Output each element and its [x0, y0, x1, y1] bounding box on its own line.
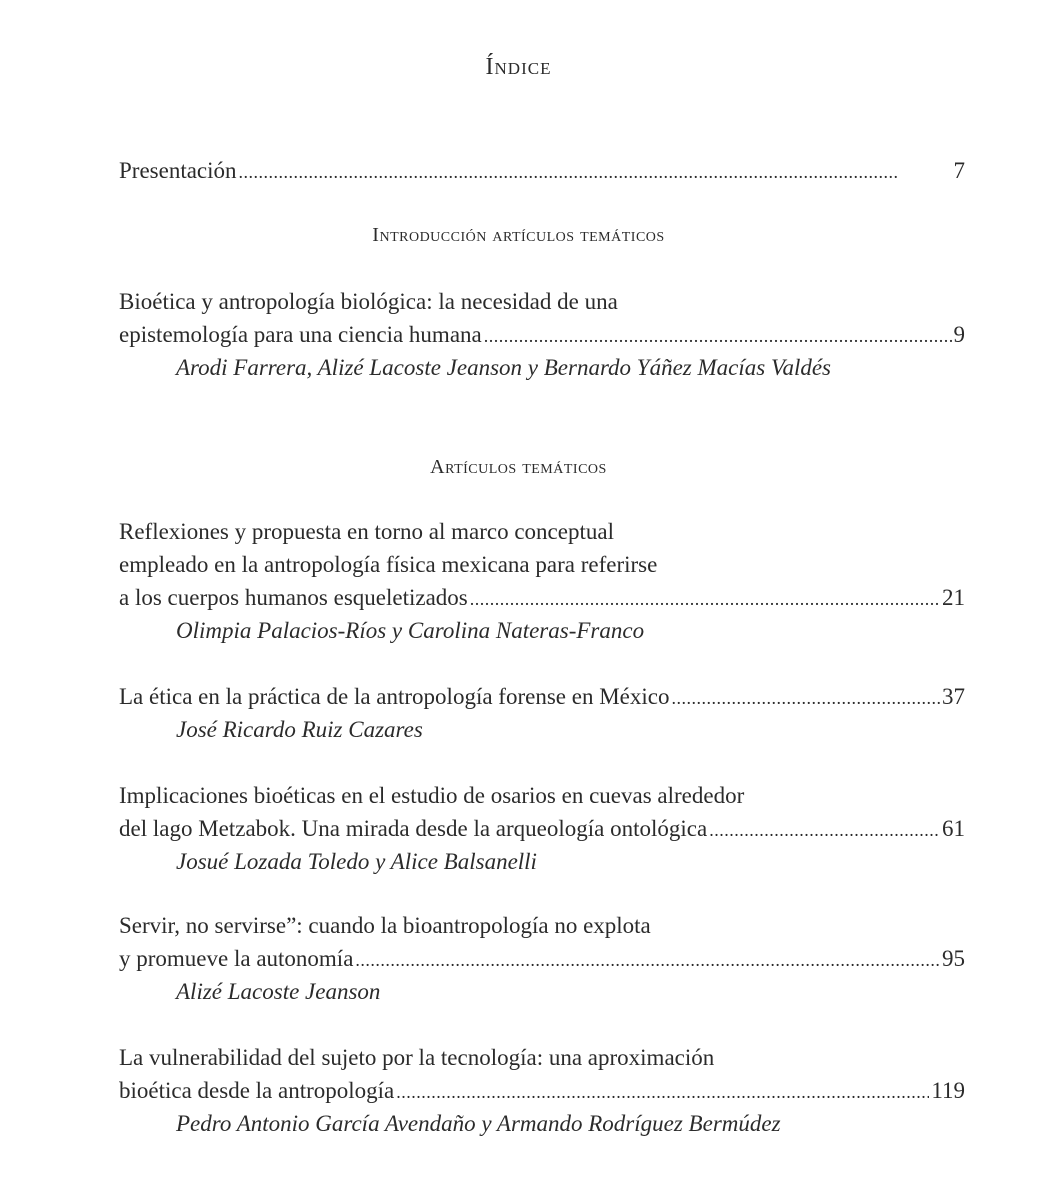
leader-dots: [671, 680, 940, 715]
page-number: 95: [942, 946, 965, 971]
entry-title-line: a los cuerpos humanos esqueletizados: [119, 585, 468, 610]
page-number: 21: [942, 585, 965, 610]
page-number: 61: [942, 816, 965, 841]
toc-entry: [119, 909, 965, 1008]
leader-dots: [709, 812, 940, 847]
entry-title: Presentación: [119, 158, 237, 183]
toc-entry-presentation: [119, 154, 965, 187]
page-number: 119: [931, 1078, 965, 1103]
entry-authors: José Ricardo Ruiz Cazares: [176, 717, 423, 742]
leader-dots: [396, 1074, 929, 1109]
toc-entry: [119, 779, 965, 878]
page-number: 9: [953, 322, 965, 347]
leader-dots: [239, 154, 952, 189]
index-title: Índice: [485, 54, 552, 80]
leader-dots: [355, 942, 940, 977]
entry-title-line: Servir, no servirse”: cuando la bioantropología no explota: [119, 913, 651, 938]
page-number: 7: [953, 158, 965, 183]
leader-dots: [470, 581, 940, 616]
entry-title-line: empleado en la antropología física mexicana para referirse: [119, 552, 658, 577]
entry-authors: Josué Lozada Toledo y Alice Balsanelli: [176, 849, 537, 874]
leader-dots: [484, 318, 952, 353]
entry-title-line: Bioética y antropología biológica: la necesidad de una: [119, 289, 618, 314]
entry-title-line: La ética en la práctica de la antropología forense en México: [119, 684, 670, 709]
toc-entry: [119, 1041, 965, 1140]
entry-authors: Alizé Lacoste Jeanson: [176, 979, 381, 1004]
entry-title-line: La vulnerabilidad del sujeto por la tecnología: una aproximación: [119, 1045, 715, 1070]
entry-title-line: epistemología para una ciencia humana: [119, 322, 482, 347]
toc-entry: [119, 285, 965, 384]
toc-entry: [119, 680, 965, 746]
entry-authors: Arodi Farrera, Alizé Lacoste Jeanson y Bernardo Yáñez Macías Valdés: [176, 355, 832, 380]
section-heading-intro: Introducción artículos temáticos: [372, 224, 665, 246]
entry-title-line: Implicaciones bioéticas en el estudio de osarios en cuevas alrededor: [119, 783, 745, 808]
entry-title-line: del lago Metzabok. Una mirada desde la arqueología ontológica: [119, 816, 708, 841]
entry-authors: Olimpia Palacios-Ríos y Carolina Nateras-Franco: [176, 618, 645, 643]
entry-title-line: Reflexiones y propuesta en torno al marco conceptual: [119, 519, 614, 544]
entry-title-line: bioética desde la antropología: [119, 1078, 395, 1103]
entry-title-line: y promueve la autonomía: [119, 946, 354, 971]
entry-authors: Pedro Antonio García Avendaño y Armando Rodríguez Bermúdez: [176, 1111, 781, 1136]
page-number: 37: [942, 684, 965, 709]
toc-entry: [119, 515, 965, 647]
section-heading-articles: Artículos temáticos: [430, 456, 607, 478]
